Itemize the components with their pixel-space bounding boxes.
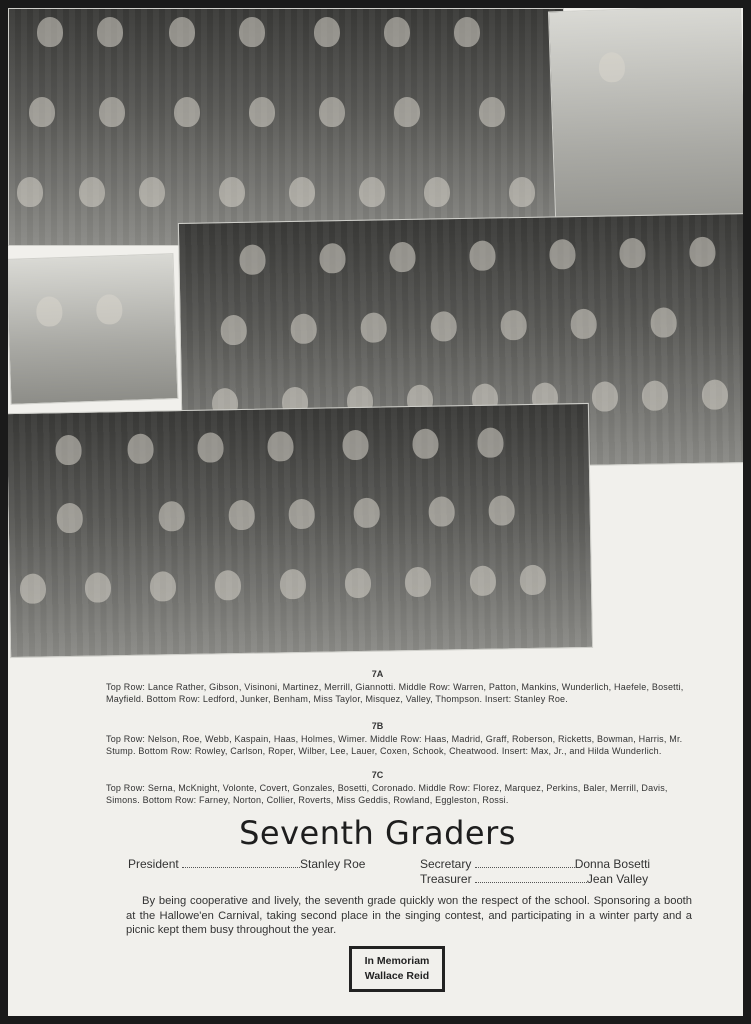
secretary-label: Secretary xyxy=(420,857,472,871)
president-label: President xyxy=(128,857,179,871)
photo-7c-class xyxy=(6,403,593,658)
officer-president xyxy=(128,857,365,871)
photo-insert-stanley-roe xyxy=(548,6,745,247)
leader-dots xyxy=(475,858,575,868)
treasurer-label: Treasurer xyxy=(420,872,472,886)
treasurer-name: Jean Valley xyxy=(586,872,649,886)
section-label-7b: 7B xyxy=(371,721,384,731)
caption-7b: Top Row: Nelson, Roe, Webb, Kaspain, Haas, Holmes, Wimer. Middle Row: Haas, Madrid, Graff, Roberson, Ricketts, Bowman, Harris, Mr. Stump. Bottom Row: Rowley, Carlson, Roper, Wilber, Lee, Lauer, Coxen, Schook, Cheatwood. Insert: Max, Jr., and Hilda Wunderlich. xyxy=(106,734,683,756)
memoriam-box xyxy=(349,946,445,992)
secretary-name: Donna Bosetti xyxy=(574,857,651,871)
page-title: Seventh Graders xyxy=(239,814,516,852)
leader-dots xyxy=(475,873,587,883)
photo-insert-wunderlich xyxy=(6,253,178,405)
yearbook-page xyxy=(6,6,745,1018)
caption-7c: Top Row: Serna, McKnight, Volonte, Covert, Gonzales, Bosetti, Coronado. Middle Row: Florez, Marquez, Perkins, Baler, Merrill, Davis, Simons. Bottom Row: Farney, Norton, Collier, Roverts, Miss Geddis, Rowland, Eggleston, Rossi. xyxy=(106,783,668,805)
officer-secretary xyxy=(420,857,650,871)
leader-dots xyxy=(182,858,300,868)
officer-treasurer xyxy=(420,872,648,886)
section-label-7a: 7A xyxy=(371,669,384,679)
memoriam-line-1: In Memoriam xyxy=(364,955,430,967)
photo-7a-class xyxy=(8,8,564,246)
section-label-7c: 7C xyxy=(371,770,384,780)
class-description: By being cooperative and lively, the seventh grade quickly won the respect of the school. Sponsoring a booth at the Hallowe'en Carnival, taking second place in the singing contest, and participating in a winter party and a picnic kept them busy throughout the year. xyxy=(126,895,692,936)
president-name: Stanley Roe xyxy=(300,857,366,871)
caption-7a: Top Row: Lance Rather, Gibson, Visinoni, Martinez, Merrill, Giannotti. Middle Row: Warren, Patton, Mankins, Wunderlich, Haefele, Bosetti, Mayfield. Bottom Row: Ledford, Junker, Benham, Miss Taylor, Misquez, Valley, Thompson. Insert: Stanley Roe. xyxy=(106,682,684,704)
memoriam-line-2: Wallace Reid xyxy=(364,970,430,982)
